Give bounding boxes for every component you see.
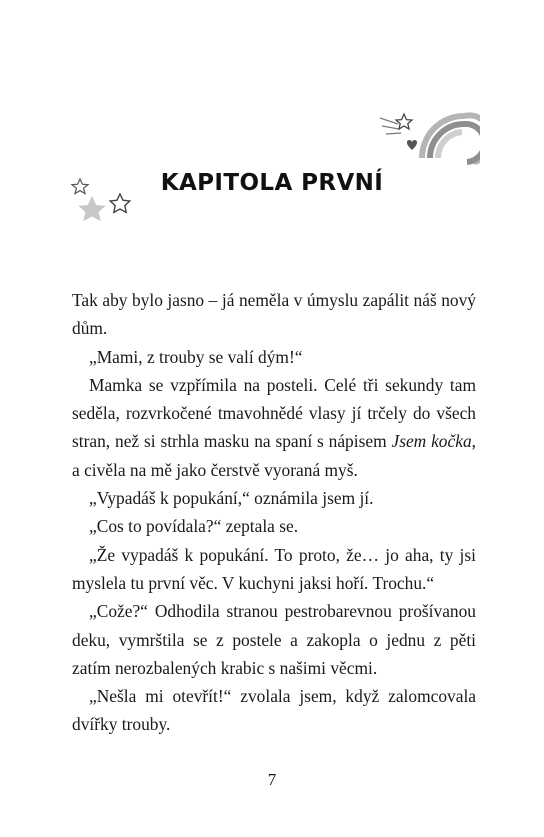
paragraph: „Že vypadáš k popukání. To proto, že… jo aha, ty jsi myslela tu první věc. V kuchyni jaksi hoří. Trochu.“: [72, 544, 476, 593]
paragraph-text: Mamka se vzpřímila na posteli. Celé tři sekundy tam seděla, rozvrkočené tmavohnědé vlasy jí trčely do všech stran, než si strhla masku na spaní s nápisem: [72, 374, 476, 452]
rainbow-decoration-icon: [370, 96, 480, 174]
shooting-star-icon: [396, 114, 412, 129]
paragraph: [72, 371, 476, 484]
streak-line: [380, 118, 398, 124]
streak-line: [382, 126, 399, 129]
paragraph: „Cože?“ Odhodila stranou pestrobarevnou prošívanou deku, vymrštila se z postele a zakopla o jednu z pěti zatím nerozbalených krabic s našimi věcmi.: [72, 601, 476, 678]
outline-star-icon: [110, 194, 130, 212]
paragraph-text: , a civěla na mě jako čerstvě vyoraná myš.: [72, 431, 476, 480]
page-number: 7: [267, 770, 277, 789]
italic-text: Jsem kočka: [391, 431, 472, 452]
chapter-title: KAPITOLA PRVNÍ: [160, 170, 384, 196]
body-text: [72, 286, 476, 739]
streak-line: [386, 133, 401, 134]
paragraph: „Vypadáš k popukání,“ oznámila jsem jí.: [89, 488, 374, 509]
paragraph: „Mami, z trouby se valí dým!“: [89, 346, 303, 367]
paragraph: „Cos to povídala?“ zeptala se.: [89, 516, 299, 537]
paragraph: Tak aby bylo jasno – já neměla v úmyslu zapálit náš nový dům.: [72, 290, 476, 339]
heart-icon: [407, 140, 417, 150]
filled-gray-star-icon: [78, 196, 106, 221]
paragraph: „Nešla mi otevřít!“ zvolala jsem, když zalomcovala dvířky trouby.: [72, 686, 476, 735]
